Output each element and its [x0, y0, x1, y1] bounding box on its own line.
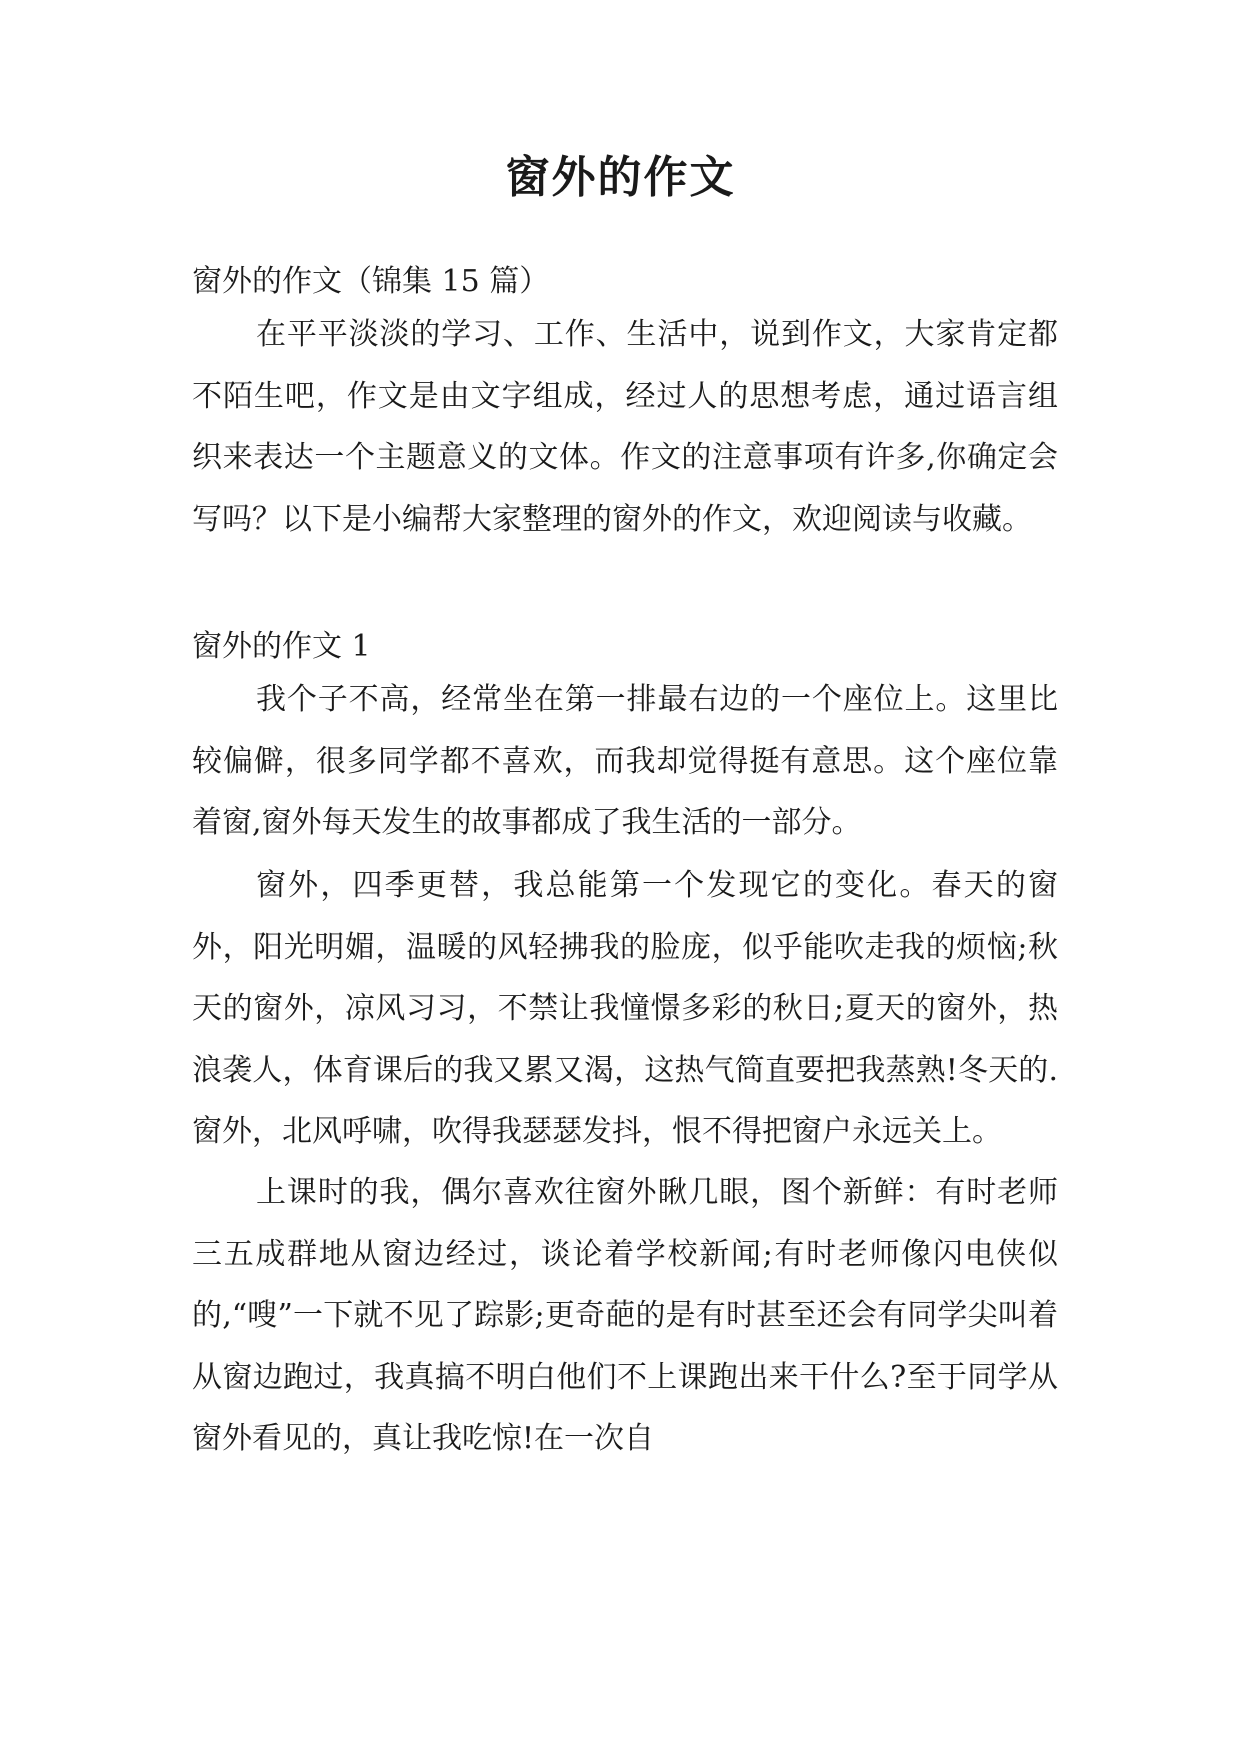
essay-paragraph-3: 上课时的我，偶尔喜欢往窗外瞅几眼，图个新鲜：有时老师三五成群地从窗边经过，谈论着学校新闻;有时老师像闪电侠似的,“嗖”一下就不见了踪影;更奇葩的是有时甚至还会有同学尖叫着从窗边跑过，我真搞不明白他们不上课跑出来干什么?至于同学从窗外看见的，真让我吃惊!在一次自: [192, 1175, 1058, 1456]
essay-paragraph-2: 窗外，四季更替，我总能第一个发现它的变化。春天的窗外，阳光明媚，温暖的风轻拂我的脸庞，似乎能吹走我的烦恼;秋天的窗外，凉风习习，不禁让我憧憬多彩的秋日;夏天的窗外，热浪袭人，体育课后的我又累又渴，这热气简直要把我蒸熟!冬天的.窗外，北风呼啸，吹得我瑟瑟发抖，恨不得把窗户永远关上。: [192, 868, 1058, 1149]
essay-paragraph-1: 我个子不高，经常坐在第一排最右边的一个座位上。这里比较偏僻，很多同学都不喜欢，而我却觉得挺有意思。这个座位靠着窗,窗外每天发生的故事都成了我生活的一部分。: [192, 682, 1058, 840]
intro-heading: 窗外的作文（锦集 15 篇）: [192, 264, 550, 299]
page-title: 窗外的作文: [505, 152, 736, 203]
essay-heading: 窗外的作文 1: [192, 629, 371, 664]
intro-paragraph: 在平平淡淡的学习、工作、生活中，说到作文，大家肯定都不陌生吧，作文是由文字组成，经过人的思想考虑，通过语言组织来表达一个主题意义的文体。作文的注意事项有许多,你确定会写吗？以下是小编帮大家整理的窗外的作文，欢迎阅读与收藏。: [192, 317, 1058, 537]
